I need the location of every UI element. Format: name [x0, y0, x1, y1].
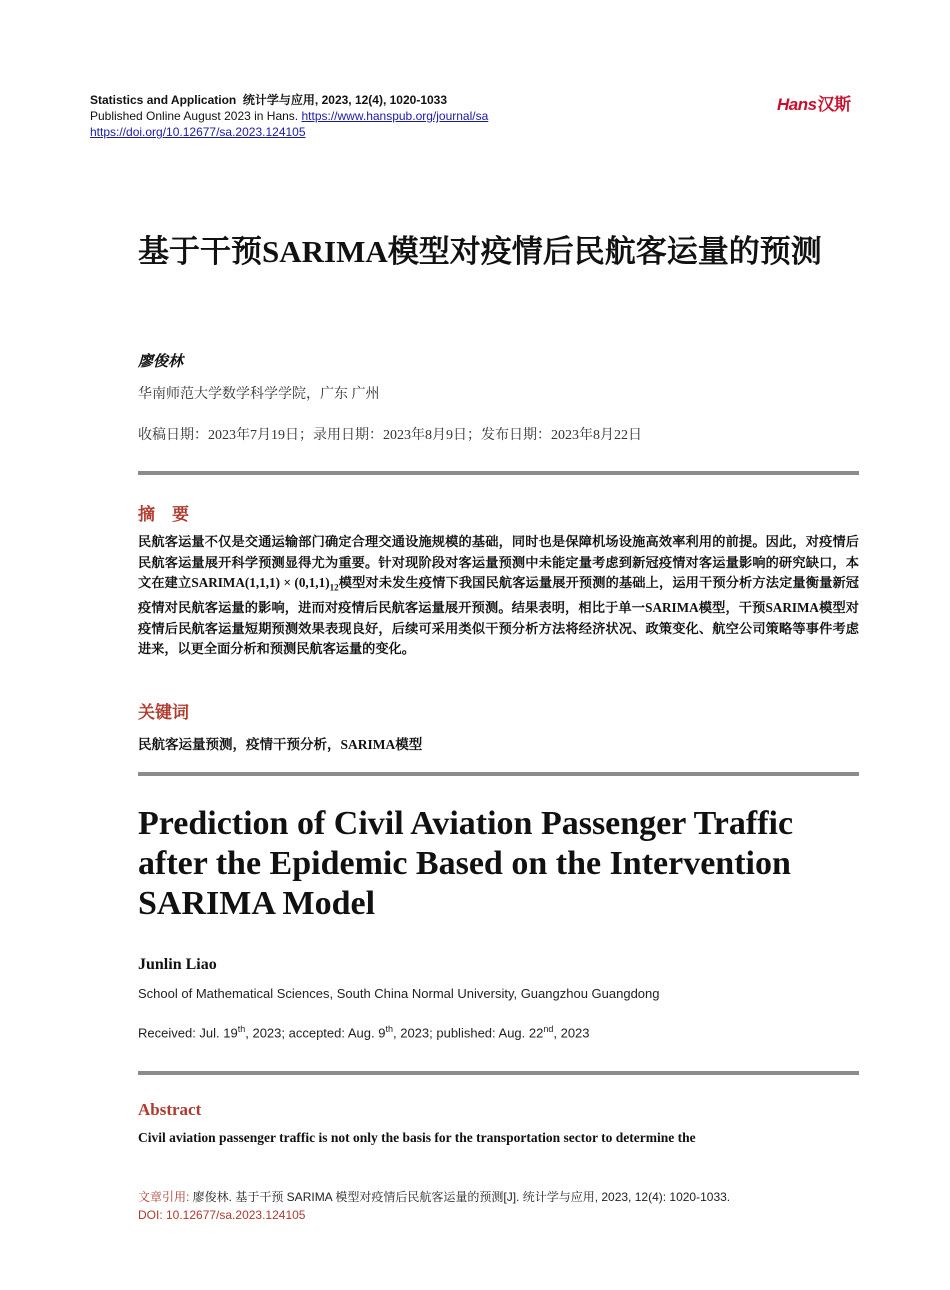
- divider-top: [138, 471, 859, 475]
- affiliation-en: School of Mathematical Sciences, South China Normal University, Guangzhou Guangdong: [138, 986, 660, 1001]
- title-cn: 基于干预SARIMA模型对疫情后民航客运量的预测: [138, 234, 822, 269]
- citation-text: 廖俊林. 基于干预 SARIMA 模型对疫情后民航客运量的预测[J]. 统计学与应用, 2023, 12(4): 1020-1033.: [189, 1190, 731, 1204]
- accepted-sup: th: [385, 1024, 393, 1034]
- logo-brand: Hans: [777, 95, 817, 114]
- abstract-cn-part2: 模型对未发生疫情下我国民航客运量展开预测的基础上，运用干预分析方法定量衡量新冠疫情对民航客运量的影响，进而对疫情后民航客运量展开预测。结果表明，相比于单一SARIMA模型，干预SARIMA模型对疫情后民航客运量短期预测效果表现良好，后续可采用类似干预分析方法将经济状况、政策变化、航空公司策略等事件考虑进来，以更全面分析和预测民航客运量的变化。: [138, 575, 859, 657]
- abstract-en: Civil aviation passenger traffic is not only the basis for the transportation sector to determine the: [138, 1130, 696, 1145]
- published-date: , 2023; published: Aug. 22: [393, 1025, 544, 1041]
- journal-name: Statistics and Application: [90, 93, 237, 107]
- abstract-cn: [138, 532, 859, 660]
- journal-name-cn: 统计学与应用, 2023, 12(4), 1020-1033: [242, 93, 448, 107]
- keywords-cn: 民航客运量预测，疫情干预分析，SARIMA模型: [138, 737, 423, 752]
- title-en: Prediction of Civil Aviation Passenger Traffic after the Epidemic Based on the Intervention SARIMA Model: [138, 805, 794, 922]
- doi-url-link[interactable]: https://doi.org/10.12677/sa.2023.124105: [90, 125, 306, 139]
- year-end: , 2023: [553, 1025, 590, 1041]
- received-date: Received: Jul. 19: [138, 1025, 238, 1041]
- abstract-heading-en: Abstract: [138, 1100, 202, 1119]
- citation-label: 文章引用:: [138, 1190, 190, 1204]
- abstract-cn-subscript: 12: [329, 582, 339, 593]
- author-en: Junlin Liao: [138, 956, 217, 973]
- author-cn: 廖俊林: [138, 354, 184, 370]
- published-online: Published Online August 2023 in Hans.: [90, 109, 299, 123]
- divider-bottom: [138, 1071, 859, 1075]
- abstract-heading-cn: 摘 要: [138, 505, 189, 524]
- received-sup: th: [237, 1024, 246, 1034]
- dates-cn: 收稿日期：2023年7月19日；录用日期：2023年8月9日；发布日期：2023年8月22日: [138, 428, 642, 443]
- abstract-cn-part1: 民航客运量不仅是交通运输部门确定合理交通设施规模的基础，同时也是保障机场设施高效率利用的前提。因此，对疫情后民航客运量展开科学预测显得尤为重要。针对现阶段对客运量预测中未能定量考虑到新冠疫情对客运量影响的研究缺口，本文在建立SARIMA(1,1,1) × (0,1,1): [138, 534, 859, 590]
- published-sup: nd: [543, 1024, 554, 1034]
- journal-header: [90, 92, 488, 140]
- logo-cn: 汉斯: [817, 95, 851, 114]
- divider-middle: [138, 772, 859, 776]
- dates-en: [138, 1024, 590, 1040]
- affiliation-cn: 华南师范大学数学科学学院，广东 广州: [138, 387, 380, 402]
- hans-logo: [777, 90, 851, 115]
- journal-url-link[interactable]: https://www.hanspub.org/journal/sa: [301, 109, 489, 123]
- citation-doi: DOI: 10.12677/sa.2023.124105: [138, 1208, 306, 1222]
- accepted-date: , 2023; accepted: Aug. 9: [245, 1025, 386, 1041]
- keywords-heading-cn: 关键词: [138, 703, 189, 722]
- citation: [138, 1188, 730, 1224]
